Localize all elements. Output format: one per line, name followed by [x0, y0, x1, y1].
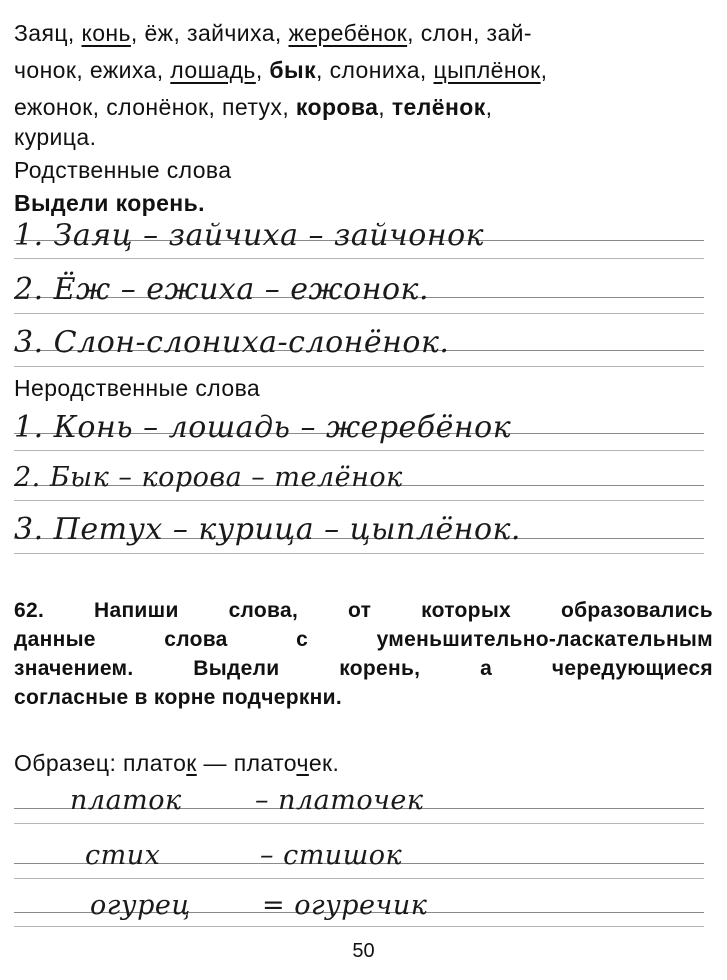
task-62-answer-1-right: – платочек	[255, 785, 424, 816]
word-list-line-2	[14, 55, 713, 85]
unrelated-answer-3: 3. Петух – курица – цыплёнок.	[14, 512, 521, 547]
task-62-answer-2-left: стих	[85, 840, 161, 871]
word-text: курица.	[14, 124, 97, 150]
unrelated-words-heading: Неродственные слова	[14, 375, 261, 401]
writing-line	[14, 553, 704, 554]
related-words-instruction: Выдели корень.	[14, 190, 205, 216]
task-62-line: значением. Выдели корень, а чередующиеся	[14, 657, 713, 680]
word-text: ,	[485, 94, 493, 120]
underlined-word: жеребёнок	[288, 20, 408, 46]
sample-word-1: плато	[123, 750, 187, 776]
writing-line	[14, 500, 704, 501]
unrelated-answer-2: 2. Бык – корова – телёнок	[14, 462, 403, 493]
related-answer-3: 3. Слон-слониха-слонёнок.	[14, 325, 450, 360]
word-text: Заяц,	[14, 20, 82, 46]
word-list-line-4	[14, 122, 713, 152]
sample-label: Образец:	[14, 750, 124, 776]
related-answer-2: 2. Ёж – ежиха – ежонок.	[14, 272, 429, 307]
word-text: , слониха,	[315, 57, 434, 83]
word-text: ,	[378, 94, 392, 120]
sample-example	[14, 748, 339, 778]
writing-line	[14, 366, 704, 367]
bold-word: бык	[269, 57, 316, 83]
unrelated-answer-1: 1. Конь – лошадь – жеребёнок	[14, 410, 512, 445]
writing-line	[14, 878, 704, 879]
sample-word-2-alternating: ч	[296, 750, 309, 776]
task-62-answer-3-left: огурец	[90, 890, 191, 921]
bold-word: телёнок	[391, 94, 486, 120]
word-text: ,	[540, 57, 548, 83]
task-62-line: согласные в корне подчеркни.	[14, 686, 342, 709]
word-list-line-3	[14, 92, 713, 122]
task-62-line: данные слова с уменьшительно-ласкательным	[14, 628, 713, 651]
writing-line	[14, 313, 704, 314]
sample-word-2b: ек.	[308, 750, 340, 776]
underlined-word: конь	[81, 20, 131, 46]
word-list-line-1	[14, 18, 713, 48]
sample-dash: —	[196, 750, 234, 776]
writing-line	[14, 450, 704, 451]
related-words-heading: Родственные слова	[14, 157, 232, 183]
underlined-word: цыплёнок	[433, 57, 541, 83]
writing-line	[14, 926, 704, 927]
word-text: ежонок, слонёнок, петух,	[14, 94, 296, 120]
task-62-instructions	[14, 596, 713, 712]
word-text: ,	[255, 57, 270, 83]
word-text: чонок, ежиха,	[14, 57, 171, 83]
bold-word: корова	[295, 94, 379, 120]
task-62-line: 62. Напиши слова, от которых образовались	[14, 599, 713, 622]
word-text: , ёж, зайчиха,	[130, 20, 289, 46]
sample-word-1-alternating: к	[186, 750, 197, 776]
writing-line	[14, 823, 704, 824]
underlined-word: лошадь	[170, 57, 256, 83]
sample-word-2a: плато	[233, 750, 297, 776]
writing-line	[14, 258, 704, 259]
word-text: , слон, зай-	[407, 20, 532, 46]
related-answer-1: 1. Заяц – зайчиха – зайчонок	[14, 218, 485, 253]
task-62-answer-3-right: = огуречик	[262, 890, 428, 921]
task-62-answer-1-left: платок	[70, 785, 182, 816]
page-number: 50	[352, 940, 375, 962]
task-62-answer-2-right: – стишок	[260, 840, 403, 871]
